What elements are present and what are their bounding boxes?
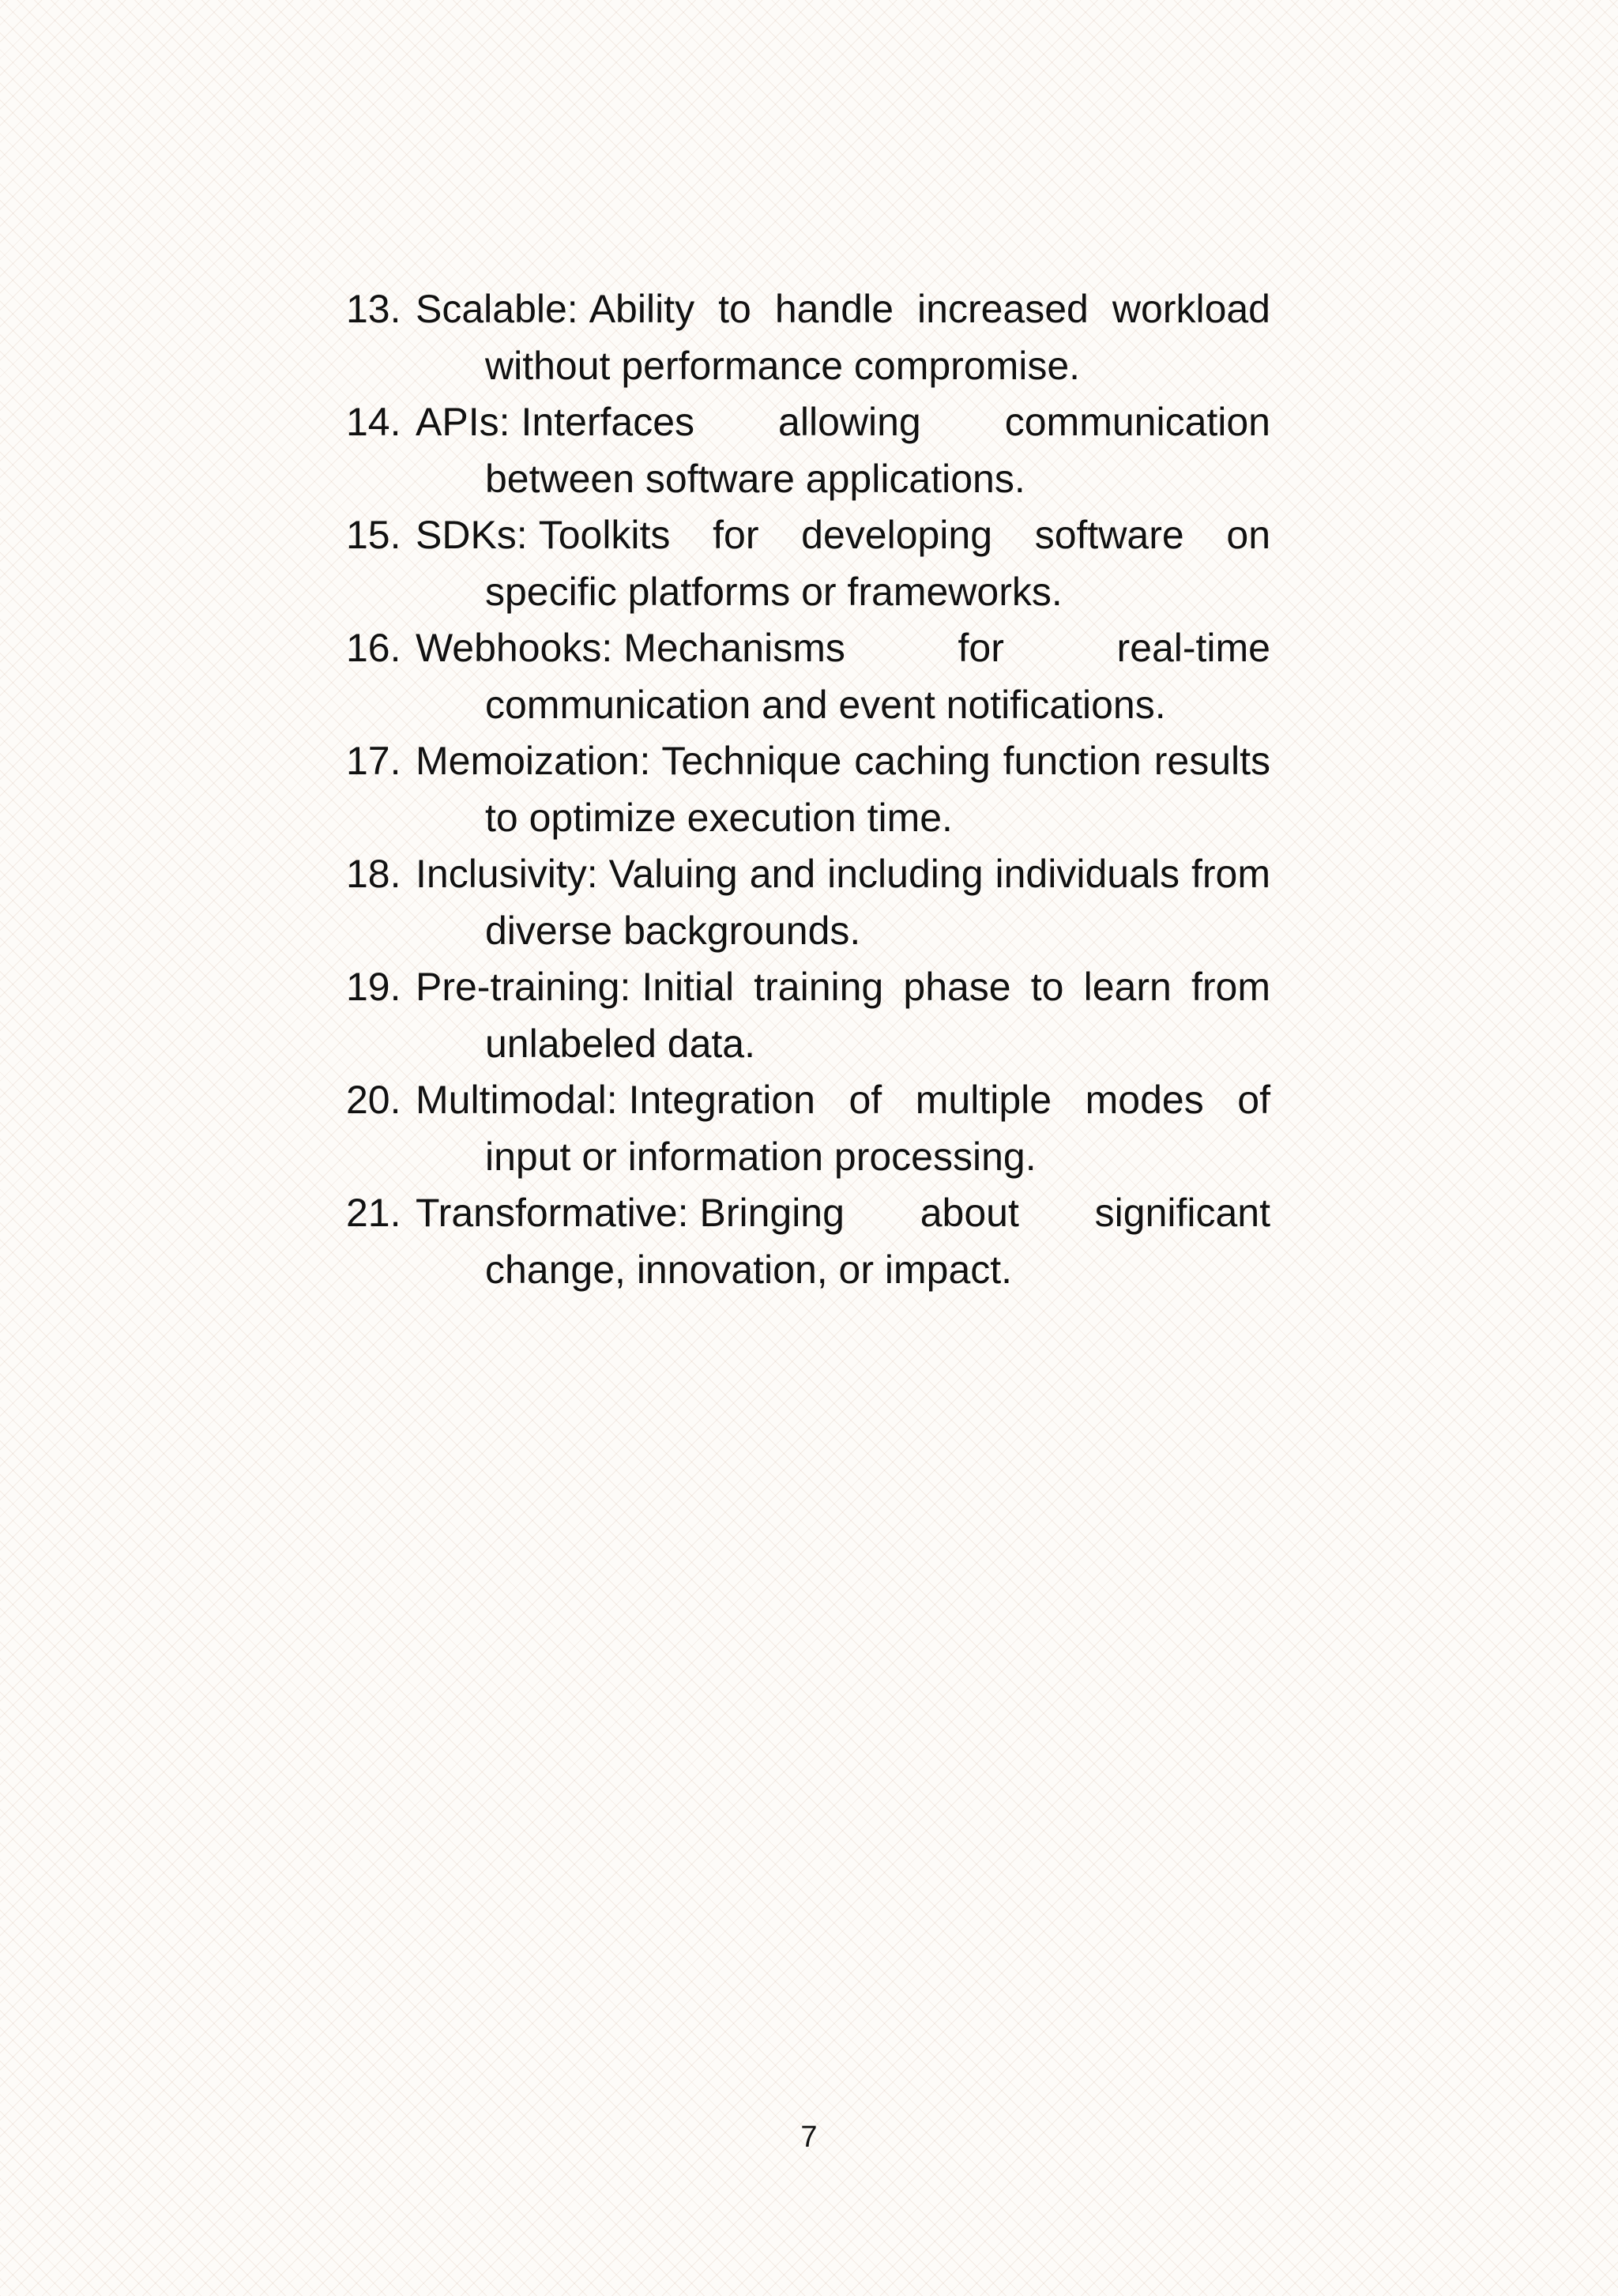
- item-term: Webhooks:: [416, 626, 613, 670]
- item-definition: Valuing and including individuals from diverse backgrounds.: [485, 852, 1270, 953]
- list-item: [346, 281, 1270, 394]
- item-definition: Interfaces allowing communication between software applications.: [485, 400, 1270, 501]
- item-definition: Initial training phase to learn from unlabeled data.: [485, 965, 1270, 1066]
- item-text: [416, 507, 1270, 620]
- list-item: [346, 733, 1270, 846]
- list-item: [346, 1072, 1270, 1185]
- page-number: 7: [800, 2121, 818, 2154]
- item-number: 15.: [346, 513, 401, 557]
- item-text: [416, 846, 1270, 959]
- item-definition: Mechanisms for real-time communication and event notifications.: [485, 626, 1270, 727]
- item-term: Multimodal:: [416, 1078, 618, 1122]
- item-term: APIs:: [416, 400, 510, 444]
- item-number: 19.: [346, 965, 401, 1009]
- item-text: [416, 281, 1270, 394]
- item-text: [416, 394, 1270, 507]
- item-number: 21.: [346, 1191, 401, 1235]
- item-definition: Ability to handle increased workload without performance compromise.: [485, 287, 1270, 388]
- item-text: [416, 1185, 1270, 1298]
- item-definition: Integration of multiple modes of input or information processing.: [485, 1078, 1270, 1179]
- item-term: Pre-training:: [416, 965, 631, 1009]
- list-item: [346, 394, 1270, 507]
- item-definition: Technique caching function results to optimize execution time.: [485, 739, 1270, 840]
- item-number: 18.: [346, 852, 401, 896]
- item-number: 13.: [346, 287, 401, 331]
- item-text: [416, 620, 1270, 733]
- list-item: [346, 959, 1270, 1072]
- list-item: [346, 846, 1270, 959]
- item-text: [416, 959, 1270, 1072]
- item-number: 14.: [346, 400, 401, 444]
- item-number: 17.: [346, 739, 401, 783]
- glossary-list: [346, 281, 1270, 1298]
- item-text: [416, 733, 1270, 846]
- item-term: Memoization:: [416, 739, 651, 783]
- item-term: Transformative:: [416, 1191, 689, 1235]
- item-term: Inclusivity:: [416, 852, 598, 896]
- item-term: SDKs:: [416, 513, 528, 557]
- item-definition: Bringing about significant change, innovation, or impact.: [485, 1191, 1270, 1292]
- item-term: Scalable:: [416, 287, 578, 331]
- list-item: [346, 1185, 1270, 1298]
- item-text: [416, 1072, 1270, 1185]
- item-definition: Toolkits for developing software on specific platforms or frameworks.: [485, 513, 1270, 614]
- list-item: [346, 620, 1270, 733]
- item-number: 16.: [346, 626, 401, 670]
- item-number: 20.: [346, 1078, 401, 1122]
- list-item: [346, 507, 1270, 620]
